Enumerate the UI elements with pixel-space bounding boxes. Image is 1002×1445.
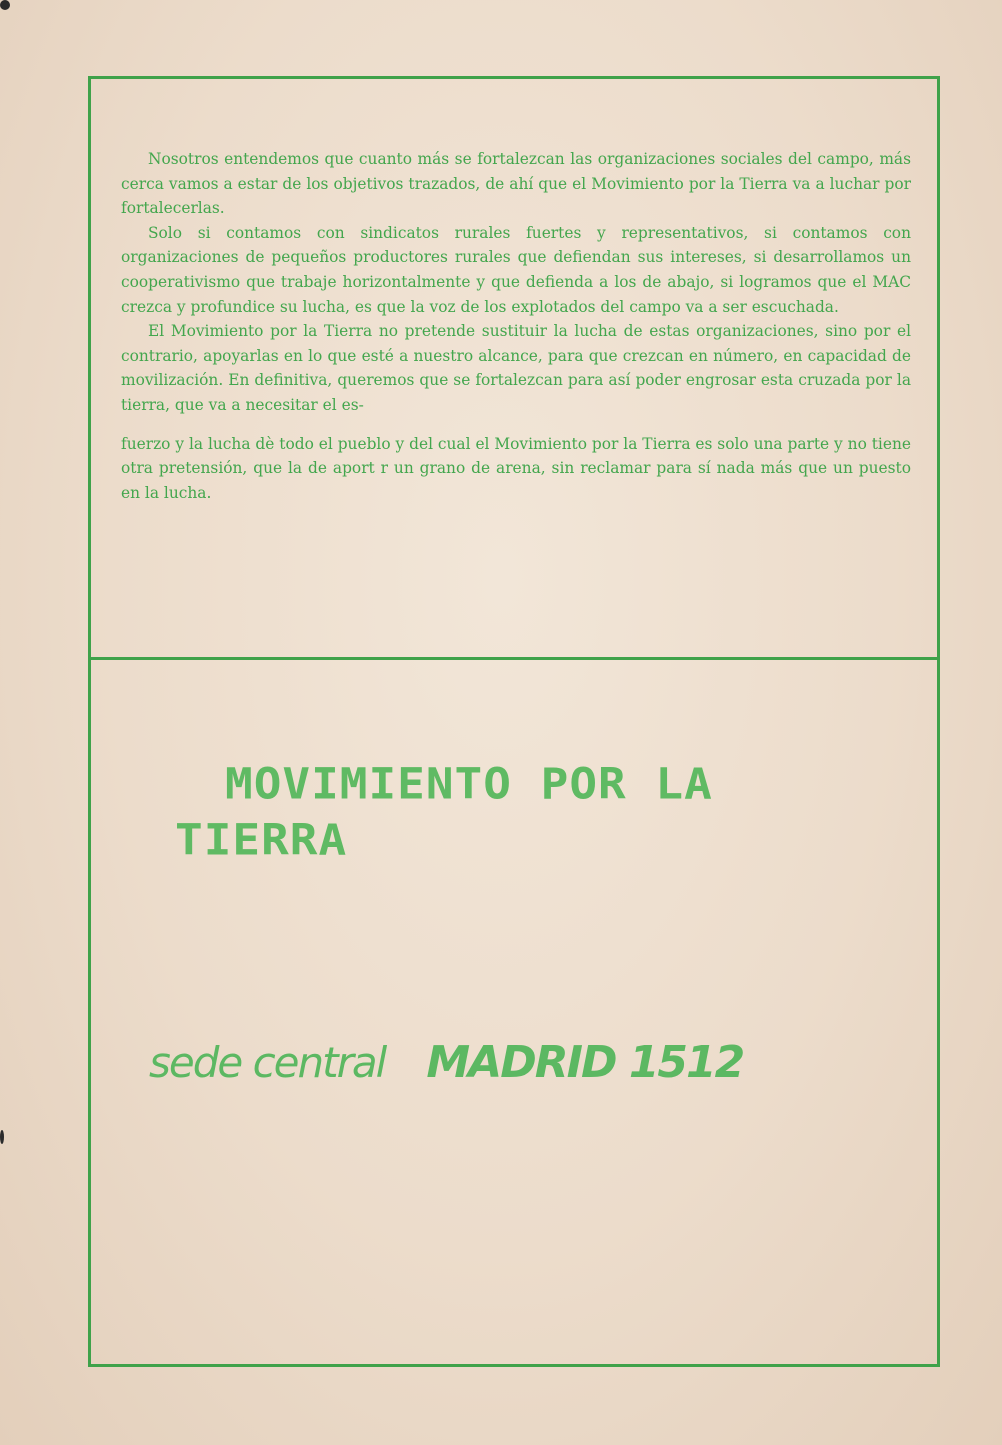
headquarters-line bbox=[149, 1037, 743, 1088]
section-divider bbox=[91, 657, 937, 660]
paper-speck bbox=[0, 0, 10, 10]
body-text bbox=[121, 147, 911, 505]
sede-label: sede central bbox=[149, 1038, 386, 1087]
paragraph-4: fuerzo y la lucha dè todo el pueblo y del cual el Movimiento por la Tierra es solo una parte y no tiene otra pretensión, que la de aport r un grano de arena, sin reclamar para sí nada más que un puesto en la lucha. bbox=[121, 434, 911, 502]
movement-title-line-1: MOVIMIENTO POR LA bbox=[225, 759, 713, 809]
paragraph-2: Solo si contamos con sindicatos rurales fuertes y representativos, si contamos con organizaciones de pequeños productores rurales que defiendan sus intereses, si desarrollamos un cooperativismo que trabaje horizontalmente y que defienda a los de abajo, si logramos que el MAC crezca y profundice su lucha, es que la voz de los explotados del campo va a ser escuchada. bbox=[121, 223, 911, 316]
movement-title-line-2: TIERRA bbox=[175, 815, 348, 865]
address: MADRID 1512 bbox=[426, 1037, 744, 1088]
paper-speck bbox=[0, 1130, 4, 1144]
paragraph-1: Nosotros entendemos que cuanto más se fortalezcan las organizaciones sociales del campo, más cerca vamos a estar de los objetivos trazados, de ahí que el Movimiento por la Tierra va a luchar por fortalecerlas. bbox=[121, 150, 911, 218]
page-frame bbox=[88, 76, 940, 1367]
paragraph-3: El Movimiento por la Tierra no pretende sustituir la lucha de estas organizaciones, sino por el contrario, apoyarlas en lo que esté a nuestro alcance, para que crezcan en número, en capacidad de movilización. En definitiva, queremos que se fortalezcan para así poder engrosar esta cruzada por la tierra, que va a necesitar el es- bbox=[121, 322, 911, 414]
